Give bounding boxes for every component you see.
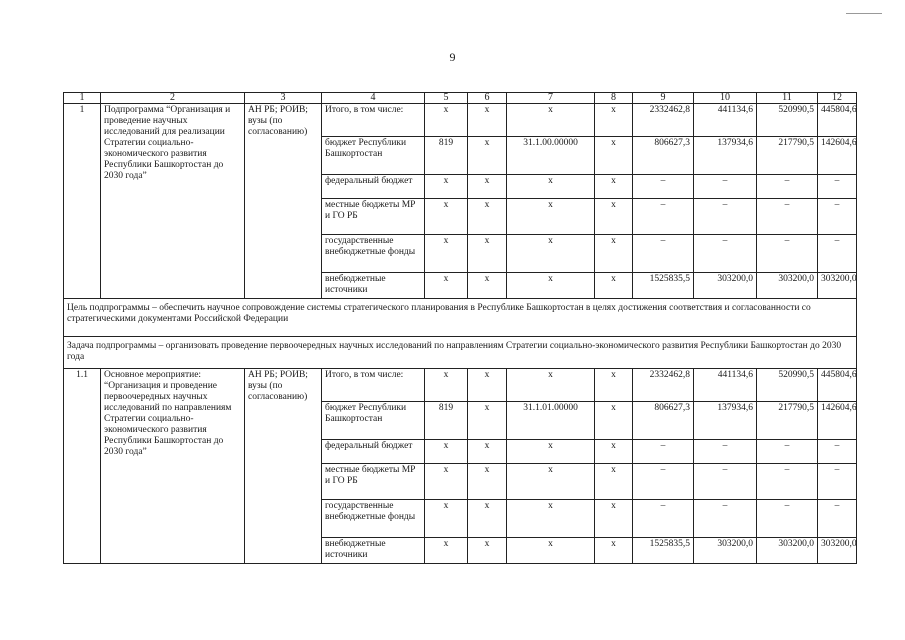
code-cell: x [507,538,595,564]
code-cell: x [425,538,468,564]
funding-source: Итого, в том числе: [322,104,425,137]
column-number-cell: 9 [633,93,694,104]
amount-cell: 137934,6 [694,402,757,440]
code-cell: x [595,369,633,402]
column-number-cell: 6 [468,93,507,104]
funding-source: внебюджетные источники [322,538,425,564]
funding-source: федеральный бюджет [322,175,425,199]
funding-source: Итого, в том числе: [322,369,425,402]
code-cell: x [507,175,595,199]
funding-source: бюджет Республики Башкортостан [322,402,425,440]
amount-cell: – [633,175,694,199]
code-cell: x [468,538,507,564]
code-cell: 31.1.00.00000 [507,137,595,175]
code-cell: x [507,369,595,402]
code-cell: x [507,199,595,235]
column-number-cell: 10 [694,93,757,104]
amount-cell: 142604,6 [818,137,857,175]
amount-cell: – [694,464,757,500]
amount-cell: 137934,6 [694,137,757,175]
amount-cell: – [633,199,694,235]
code-cell: x [507,500,595,538]
amount-cell: – [694,500,757,538]
amount-cell: – [757,175,818,199]
amount-cell: 1525835,5 [633,273,694,299]
amount-cell: – [818,500,857,538]
amount-cell: 303200,0 [818,538,857,564]
task-row [64,337,857,369]
executor: АН РБ; РОИВ; вузы (по согласованию) [245,104,322,299]
column-number-cell: 8 [595,93,633,104]
amount-cell: – [818,235,857,273]
code-cell: 31.1.01.00000 [507,402,595,440]
amount-cell: 303200,0 [757,273,818,299]
amount-cell: – [633,235,694,273]
amount-cell: – [757,464,818,500]
row-number: 1 [64,104,101,299]
column-number-cell: 12 [818,93,857,104]
code-cell: x [468,199,507,235]
page-number: 9 [449,50,456,64]
code-cell: x [595,137,633,175]
amount-cell: 806627,3 [633,402,694,440]
funding-source: местные бюджеты МР и ГО РБ [322,464,425,500]
code-cell: x [468,273,507,299]
program-name: Основное мероприятие: “Организация и проведение первоочередных научных исследований по направлениям Стратегии социально-экономического развития Республики Башкортостан до 2030 года” [101,369,245,564]
funding-source: государственные внебюджетные фонды [322,500,425,538]
amount-cell: 217790,5 [757,402,818,440]
amount-cell: – [694,440,757,464]
code-cell: x [595,104,633,137]
code-cell: x [507,104,595,137]
code-cell: x [425,464,468,500]
code-cell: x [468,137,507,175]
column-number-cell: 5 [425,93,468,104]
amount-cell: – [818,175,857,199]
amount-cell: – [694,175,757,199]
code-cell: x [595,500,633,538]
program-name: Подпрограмма “Организация и проведение научных исследований для реализации Стратегии социально-экономического развития Республики Башкортостан до 2030 года” [101,104,245,299]
code-cell: x [425,235,468,273]
amount-cell: – [694,199,757,235]
amount-cell: – [818,199,857,235]
amount-cell: 1525835,5 [633,538,694,564]
amount-cell: 806627,3 [633,137,694,175]
code-cell: x [595,235,633,273]
amount-cell: 303200,0 [694,273,757,299]
amount-cell: 445804,6 [818,369,857,402]
code-cell: x [507,464,595,500]
amount-cell: 2332462,8 [633,104,694,137]
amount-cell: 303200,0 [818,273,857,299]
amount-cell: 217790,5 [757,137,818,175]
code-cell: x [468,464,507,500]
amount-cell: – [633,500,694,538]
code-cell: x [468,175,507,199]
amount-cell: – [818,464,857,500]
row-number: 1.1 [64,369,101,564]
code-cell: x [468,235,507,273]
code-cell: x [425,175,468,199]
amount-cell: – [818,440,857,464]
column-number-cell: 7 [507,93,595,104]
funding-source: государственные внебюджетные фонды [322,235,425,273]
code-cell: x [507,235,595,273]
code-cell: x [425,104,468,137]
column-number-row [64,93,857,104]
funding-source: бюджет Республики Башкортостан [322,137,425,175]
code-cell: x [507,440,595,464]
amount-cell: 520990,5 [757,369,818,402]
code-cell: 819 [425,137,468,175]
code-cell: x [425,199,468,235]
amount-cell: – [757,199,818,235]
code-cell: x [468,440,507,464]
code-cell: x [595,199,633,235]
amount-cell: 142604,6 [818,402,857,440]
amount-cell: – [757,500,818,538]
amount-cell: 520990,5 [757,104,818,137]
goal-row [64,299,857,337]
table-body [64,93,857,564]
amount-cell: 445804,6 [818,104,857,137]
code-cell: x [425,369,468,402]
amount-cell: – [633,464,694,500]
code-cell: x [468,369,507,402]
code-cell: x [595,175,633,199]
amount-cell: – [694,235,757,273]
subprogram-task: Задача подпрограммы – организовать проведение первоочередных научных исследований по направлениям Стратегии социально-экономического развития Республики Башкортостан до 2030 года [64,337,857,369]
amount-cell: 303200,0 [757,538,818,564]
executor: АН РБ; РОИВ; вузы (по согласованию) [245,369,322,564]
code-cell: x [507,273,595,299]
funding-source: внебюджетные источники [322,273,425,299]
code-cell: x [468,104,507,137]
code-cell: x [468,402,507,440]
subprogram-goal: Цель подпрограммы – обеспечить научное сопровождение системы стратегического планирования в Республике Башкортостан в целях достижения соответствия и согласованности со стратегическими документами Российской Федерации [64,299,857,337]
budget-table [63,92,857,564]
column-number-cell: 11 [757,93,818,104]
table-row [64,369,857,402]
code-cell: x [425,500,468,538]
amount-cell: – [757,440,818,464]
funding-source: федеральный бюджет [322,440,425,464]
amount-cell: 441134,6 [694,369,757,402]
funding-source: местные бюджеты МР и ГО РБ [322,199,425,235]
code-cell: 819 [425,402,468,440]
amount-cell: – [633,440,694,464]
code-cell: x [595,440,633,464]
amount-cell: 2332462,8 [633,369,694,402]
code-cell: x [425,440,468,464]
amount-cell: 303200,0 [694,538,757,564]
column-number-cell: 2 [101,93,245,104]
column-number-cell: 4 [322,93,425,104]
amount-cell: 441134,6 [694,104,757,137]
code-cell: x [468,500,507,538]
column-number-cell: 1 [64,93,101,104]
column-number-cell: 3 [245,93,322,104]
code-cell: x [425,273,468,299]
code-cell: x [595,464,633,500]
table-row [64,104,857,137]
code-cell: x [595,402,633,440]
amount-cell: – [757,235,818,273]
scan-mark [846,13,882,14]
code-cell: x [595,538,633,564]
code-cell: x [595,273,633,299]
